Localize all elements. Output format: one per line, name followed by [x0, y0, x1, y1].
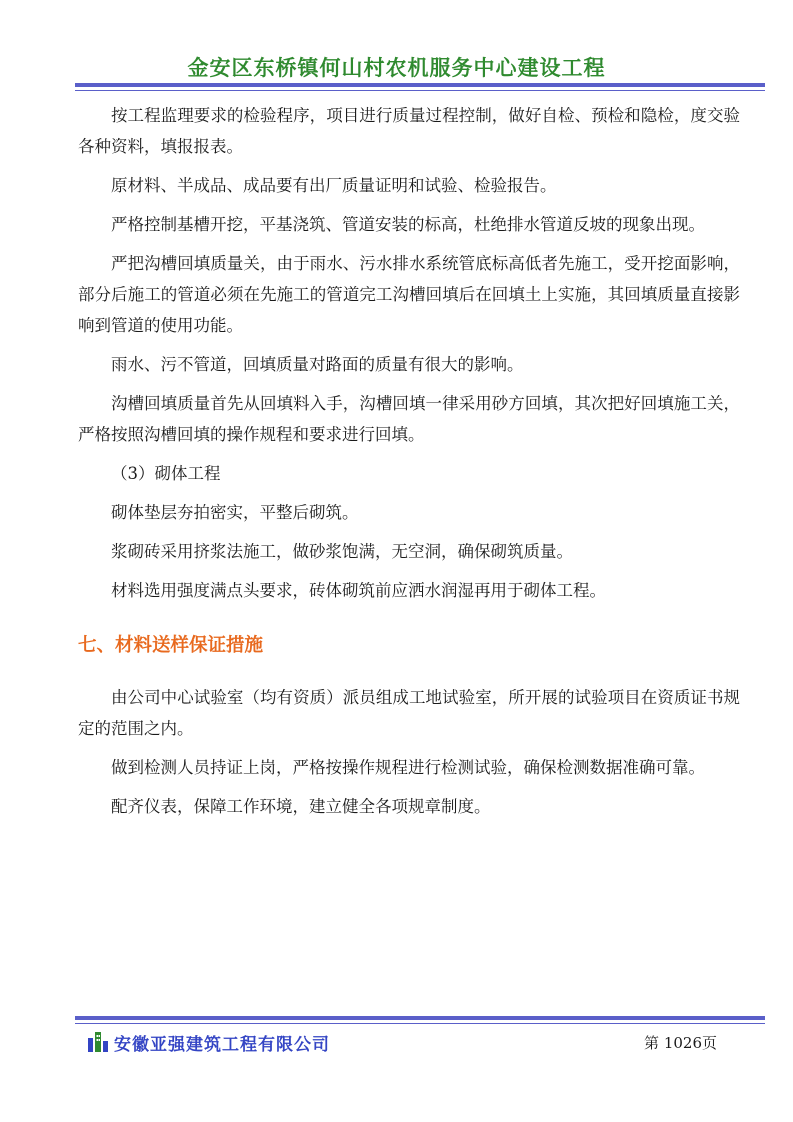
paragraph: 严把沟槽回填质量关，由于雨水、污水排水系统管底标高低者先施工，受开挖面影响，部分后施工的管道必须在先施工的管道完工沟槽回填后在回填土上实施，其回填质量直接影响到管道的使用功能。 — [78, 254, 740, 335]
paragraph: 雨水、污不管道，回填质量对路面的质量有很大的影响。 — [111, 355, 524, 374]
section-heading: 七、材料送样保证措施 — [78, 635, 264, 656]
paragraph: 原材料、半成品、成品要有出厂质量证明和试验、检验报告。 — [111, 176, 557, 195]
header-title: 金安区东桥镇何山村农机服务中心建设工程 — [187, 56, 606, 80]
header-rule-thick — [75, 83, 765, 87]
header-rule-thin — [75, 90, 765, 91]
paragraph: 由公司中心试验室（均有资质）派员组成工地试验室，所开展的试验项目在资质证书规定的范围之内。 — [78, 688, 740, 738]
paragraph: 做到检测人员持证上岗，严格按操作规程进行检测试验，确保检测数据准确可靠。 — [111, 758, 705, 777]
paragraph: 沟槽回填质量首先从回填料入手，沟槽回填一律采用砂方回填，其次把好回填施工关，严格按照沟槽回填的操作规程和要求进行回填。 — [78, 394, 740, 444]
paragraph: 砌体垫层夯拍密实，平整后砌筑。 — [111, 503, 359, 522]
subsection-heading: （3）砌体工程 — [111, 464, 221, 483]
paragraph: 配齐仪表，保障工作环境，建立健全各项规章制度。 — [111, 797, 491, 816]
footer-company-name: 安徽亚强建筑工程有限公司 — [114, 1035, 330, 1055]
paragraph: 材料选用强度满点头要求，砖体砌筑前应洒水润湿再用于砌体工程。 — [111, 581, 606, 600]
footer-rule-thin — [75, 1023, 765, 1024]
footer-rule-thick — [75, 1016, 765, 1020]
page-content — [78, 100, 740, 830]
paragraph: 浆砌砖采用挤浆法施工，做砂浆饱满，无空洞，确保砌筑质量。 — [111, 542, 573, 561]
page-number: 第 1026页 — [644, 1034, 717, 1052]
paragraph: 按工程监理要求的检验程序，项目进行质量过程控制，做好自检、预检和隐检，度交验各种资料，填报报表。 — [78, 106, 740, 156]
paragraph: 严格控制基槽开挖，平基浇筑、管道安装的标高，杜绝排水管道反坡的现象出现。 — [111, 215, 705, 234]
building-logo-icon — [86, 1030, 110, 1052]
